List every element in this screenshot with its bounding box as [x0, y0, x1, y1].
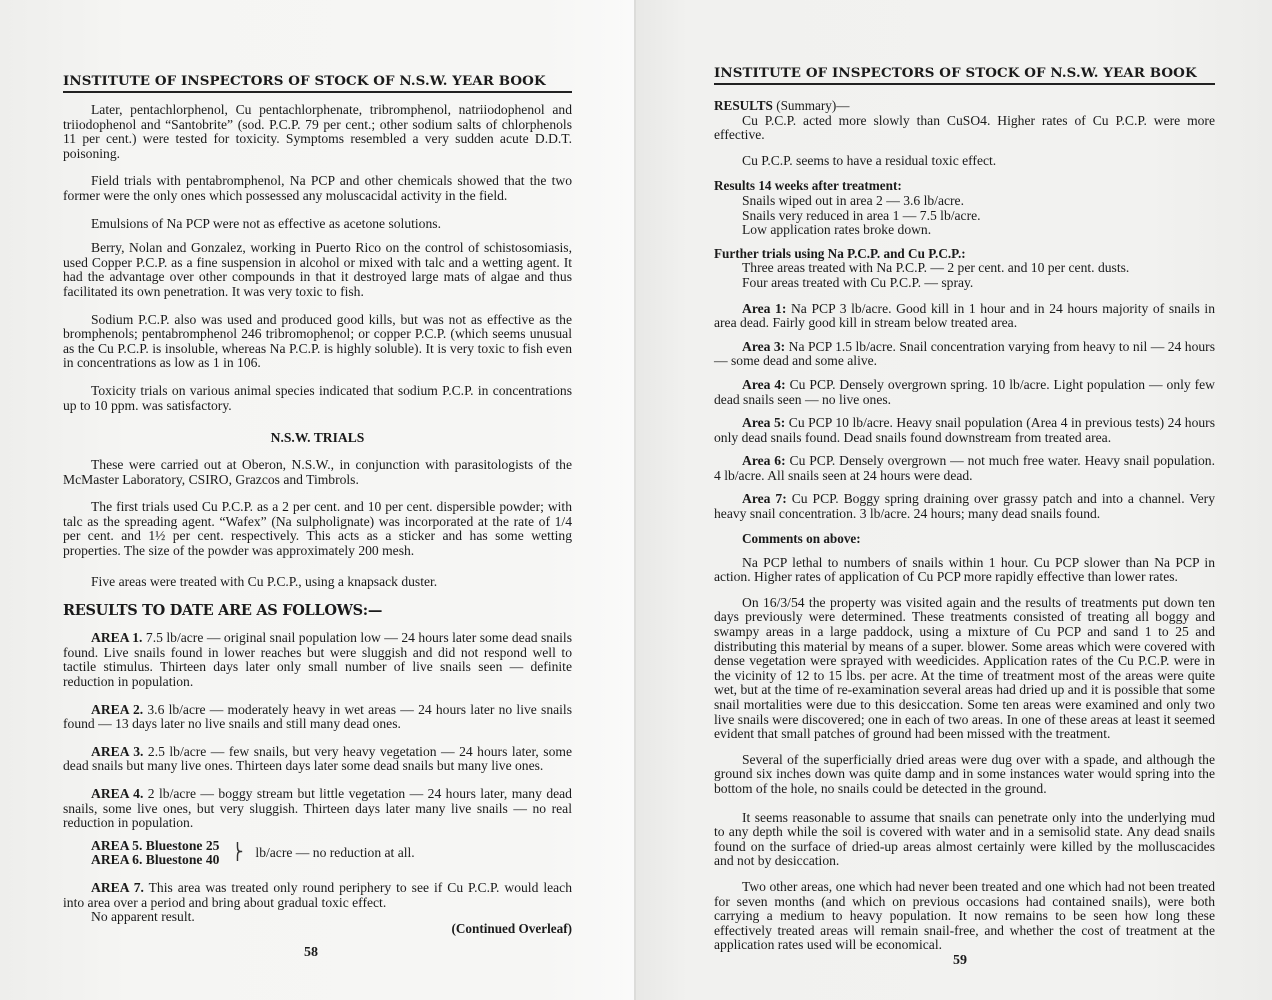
area-text: Cu PCP. Densely overgrown spring. 10 lb/acre. Light population — only few dead snails seen — no live ones.: [714, 376, 1215, 407]
bluestone-result: lb/acre — no reduction at all.: [255, 845, 415, 861]
bluestone-amount: Bluestone 40: [145, 852, 220, 868]
area-text: Cu PCP 10 lb/acre. Heavy snail population (Area 4 in previous tests) 24 hours only dead snails found. Dead snails found downstream from treated area.: [714, 415, 1215, 445]
area-text: 7.5 lb/acre — original snail population low — 24 hours later some dead snails found. Live snails found in lower reaches but were sluggish and did not respond well to tactile stimulus. Thirteen days later only small number of live snails seen — definite reduction in population.: [63, 630, 572, 690]
area-followup: No apparent result.: [91, 909, 195, 925]
weeks-results: [714, 179, 1215, 237]
paragraph: Later, pentachlorphenol, Cu pentachlorphenate, tribromphenol, natriiodophenol and triiodophenol and “Santobrite” (sod. P.C.P. 79 per cent.; other sodium salts of chlorphenols 11 per cent.) were tested for toxicity. Symptoms resembled a very sudden acute D.D.T. poisoning.: [63, 102, 572, 161]
paragraph: Berry, Nolan and Gonzalez, working in Puerto Rico on the control of schistosomiasis, used Copper P.C.P. as a fine suspension in alcohol or mixed with talc and a wetting agent. It had the advantage over other compounds in that it destroyed large mats of algae and thus facilitated its own penetration. It was very toxic to fish.: [63, 240, 572, 299]
area-label: AREA 3.: [91, 743, 144, 759]
paragraph: Cu P.C.P. seems to have a residual toxic effect.: [742, 152, 997, 168]
area-label: Area 6:: [742, 453, 786, 469]
paragraph: On 16/3/54 the property was visited again and the results of treatments put down ten days previously were determined. These treatments consisted of treating all boggy and swampy areas in a large paddock, using a mixture of Cu PCP and sand 1 to 25 and distributing this material by means of a super. blower. Some areas which were covered with dense vegetation were sprayed with weedicides. Application rates of the Cu P.C.P. were in the vicinity of 12 to 15 lbs. per acre. At the time of treatment most of the areas were quite wet, but at the time of re-examination several areas had dried up and it is possible that some snail mortalities were due to this desiccation. Some ten areas were examined and only two live snails were discovered; one in each of two areas. In one of these areas at least it seemed evident that small patches of ground had been missed with the treatment.: [714, 594, 1215, 742]
area-entry: [63, 745, 572, 774]
weeks-heading: Results 14 weeks after treatment:: [714, 178, 902, 194]
further-heading: Further trials using Na P.C.P. and Cu P.C.P.:: [714, 245, 966, 261]
summary-heading-suffix: (Summary)—: [772, 98, 850, 113]
area-label: AREA 1.: [91, 630, 143, 646]
paragraph: It seems reasonable to assume that snails can penetrate only into the underlying mud to any depth while the soil is covered with water and in a semisolid state. Any dead snails found on the surface of dried-up areas almost certainly were killed by the molluscacides and not by desiccation.: [714, 809, 1215, 869]
bluestone-group: [91, 839, 572, 868]
area-text: Cu PCP. Densely overgrown — not much free water. Heavy snail population. 4 lb/acre. All snails seen at 24 hours were dead.: [714, 453, 1215, 483]
trial-line: Three areas treated with Na P.C.P. — 2 per cent. and 10 per cent. dusts.: [742, 260, 1130, 276]
right-page-column: [714, 65, 1215, 962]
section-title: N.S.W. TRIALS: [270, 430, 365, 446]
comments-heading: Comments on above:: [742, 530, 861, 546]
area-text: Na PCP 1.5 lb/acre. Snail concentration varying from heavy to nil — 24 hours — some dead and some alive.: [714, 338, 1215, 369]
paragraph: Cu P.C.P. acted more slowly than CuSO4. Higher rates of Cu P.C.P. were more effective.: [714, 112, 1215, 143]
page-number: 59: [953, 953, 967, 968]
area-label: AREA 5.: [91, 837, 143, 853]
paragraph: Na PCP lethal to numbers of snails within 1 hour. Cu PCP slower than Na PCP in action. Higher rates of application of Cu PCP more rapidly effective than lower rates.: [714, 554, 1215, 585]
paragraph: The first trials used Cu P.C.P. as a 2 per cent. and 10 per cent. dispersible powder; with talc as the spreading agent. “Wafex” (Na sulpholignate) was incorporated at the rate of 1/4 per cent. and 1½ per cent. respectively. This acts as a sticker and has some wetting properties. The size of the powder was approximately 200 mesh.: [63, 499, 572, 559]
area-label: Area 1:: [742, 300, 787, 316]
area-text: 2.5 lb/acre — few snails, but very heavy vegetation — 24 hours later, some dead snails but many live ones. Thirteen days later some dead snails but many live ones.: [63, 743, 572, 774]
area-entry: [714, 378, 1215, 407]
area-entry: [714, 340, 1215, 369]
area-label: AREA 7.: [91, 879, 144, 895]
result-line: Low application rates broke down.: [742, 222, 932, 238]
area-text: This area was treated only round periphery to see if Cu P.C.P. would leach into area over a period and bring about gradual toxic effect.: [63, 879, 572, 910]
results-heading: RESULTS TO DATE ARE AS FOLLOWS:—: [63, 602, 383, 620]
result-line: Snails wiped out in area 2 — 3.6 lb/acre.: [742, 192, 964, 208]
area-entry: [63, 631, 572, 689]
area-label: AREA 4.: [91, 786, 144, 801]
right-page: [636, 0, 1272, 1000]
continued-note: (Continued Overleaf): [451, 920, 572, 936]
running-head: INSTITUTE OF INSPECTORS OF STOCK OF N.S.W. YEAR BOOK: [63, 73, 572, 93]
running-head: INSTITUTE OF INSPECTORS OF STOCK OF N.S.W. YEAR BOOK: [714, 65, 1215, 85]
bluestone-row: [91, 853, 219, 868]
area-entry: [714, 492, 1215, 521]
summary-heading: [714, 99, 1215, 114]
paragraph: These were carried out at Oberon, N.S.W., in conjunction with parasitologists of the McMaster Laboratory, CSIRO, Grazcos and Timbrols.: [63, 457, 572, 487]
area-text: Na PCP 3 lb/acre. Good kill in 1 hour and in 24 hours majority of snails in area dead. Fairly good kill in stream below treated area.: [714, 300, 1215, 331]
area-label: AREA 6.: [91, 852, 143, 868]
paragraph: Sodium P.C.P. also was used and produced good kills, but was not as effective as the bromphenols; pentabromphenol 246 tribromophenol; or copper P.C.P. (which seems unusual as the Cu P.C.P. is insoluble, whereas Na P.C.P. is highly soluble). It is very toxic to fish even in concentrations as low as 1 in 106.: [63, 311, 572, 371]
summary-heading-bold: RESULTS: [714, 98, 773, 113]
bluestone-rows: [91, 839, 219, 868]
paragraph: Emulsions of Na PCP were not as effective as acetone solutions.: [91, 215, 441, 231]
brace-icon: ⎬: [231, 844, 244, 862]
area-entry: [63, 881, 572, 910]
paragraph: Two other areas, one which had never been treated and one which had not been treated for seven months (and which on previous occasions had contained snails), were both carrying a medium to heavy population. It now remains to be seen how long these effectively treated areas will remain snail-free, and whether the cost of treatment at the application rates used will be economical.: [714, 878, 1215, 953]
page-number: 58: [304, 945, 318, 960]
paragraph: Field trials with pentabromphenol, Na PCP and other chemicals showed that the two former were the only ones which possessed any moluscacidal activity in the field.: [63, 173, 572, 203]
area-label: AREA 2.: [91, 701, 144, 717]
area-text: Cu PCP. Boggy spring draining over grassy patch and into a channel. Very heavy snail concentration. 3 lb/acre. 24 hours; many dead snails found.: [714, 491, 1215, 522]
area-text: 3.6 lb/acre — moderately heavy in wet areas — 24 hours later no live snails found — 13 days later no live snails and still many dead ones.: [63, 701, 572, 732]
area-label: Area 3:: [742, 338, 786, 354]
paragraph: Toxicity trials on various animal species indicated that sodium P.C.P. in concentrations up to 10 ppm. was satisfactory.: [63, 382, 572, 413]
area-text: 2 lb/acre — boggy stream but little vegetation — 24 hours later, many dead snails, some live ones, but very sluggish. Thirteen days later many live snails — no real reduction in population.: [63, 786, 572, 831]
paragraph: Five areas were treated with Cu P.C.P., using a knapsack duster.: [91, 573, 438, 589]
result-line: Snails very reduced in area 1 — 7.5 lb/acre.: [742, 207, 981, 223]
bluestone-amount: Bluestone 25: [145, 837, 220, 853]
further-trials: [714, 247, 1215, 291]
bluestone-row: [91, 839, 219, 854]
left-page-column: [63, 73, 572, 937]
area-label: Area 4:: [742, 376, 786, 392]
area-entry: [714, 416, 1215, 445]
area-label: Area 5:: [742, 415, 786, 431]
area-entry: [63, 703, 572, 732]
area-label: Area 7:: [742, 491, 787, 507]
area-entry: [63, 787, 572, 831]
area-entry: [714, 454, 1215, 483]
paragraph: Several of the superficially dried areas were dug over with a spade, and although the ground six inches down was quite damp and in some instances water would spring into the bottom of the hole, no snails could be detected in the ground.: [714, 751, 1215, 796]
trial-line: Four areas treated with Cu P.C.P. — spray.: [742, 274, 974, 290]
area-entry: [714, 302, 1215, 331]
